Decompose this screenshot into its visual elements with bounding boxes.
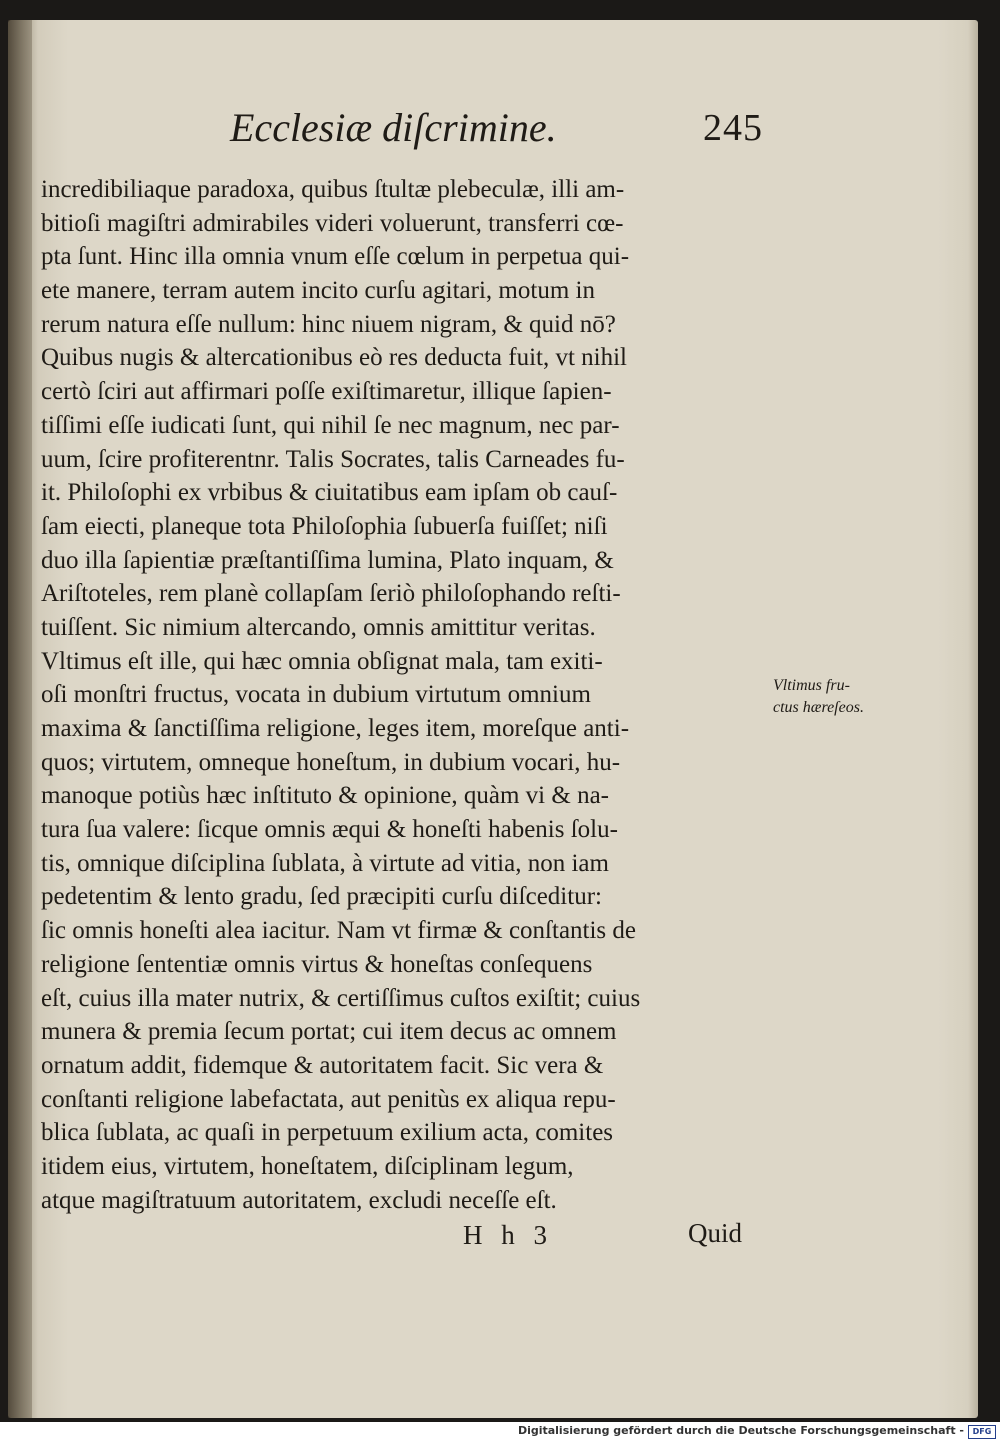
text-line: manoque potiùs hæc inſtituto & opinione, quàm vi & na-	[41, 782, 609, 810]
margin-note	[773, 675, 923, 719]
catchword: Quid	[688, 1218, 742, 1248]
text-line: Ariſtoteles, rem planè collapſam ſeriò philoſophando reſti-	[41, 580, 621, 608]
text-line: itidem eius, virtutem, honeſtatem, diſciplinam legum,	[41, 1152, 574, 1180]
text-line: tura ſua valere: ſicque omnis æqui & honeſti habenis ſolu-	[41, 816, 618, 844]
body-text	[41, 173, 766, 1217]
text-line: pedetentim & lento gradu, ſed præcipiti curſu diſceditur:	[41, 883, 602, 911]
text-line: Quibus nugis & altercationibus eò res deducta fuit, vt nihil	[41, 344, 627, 372]
text-line: religione ſententiæ omnis virtus & honeſtas conſequens	[41, 950, 593, 978]
text-line: maxima & ſanctiſſima religione, leges item, moreſque anti-	[41, 715, 630, 742]
footer-bar	[0, 1422, 1000, 1443]
margin-note-line: Vltimus fru-	[773, 677, 850, 694]
text-line: tis, omnique diſciplina ſublata, à virtute ad vitia, non iam	[41, 849, 609, 877]
page-gutter-shadow	[8, 20, 32, 1418]
text-line: conſtanti religione labefactata, aut penitùs ex aliqua repu-	[41, 1085, 616, 1113]
text-line: munera & premia ſecum portat; cui item decus ac omnem	[41, 1018, 617, 1046]
running-head: Ecclesiæ diſcrimine.	[230, 105, 557, 150]
text-line: rerum natura eſſe nullum: hinc niuem nigram, & quid nō?	[41, 310, 616, 338]
text-line: Vltimus eſt ille, qui hæc omnia obſignat mala, tam exiti-	[41, 647, 603, 675]
text-line: pta ſunt. Hinc illa omnia vnum eſſe cœlum in perpetua qui-	[41, 243, 630, 271]
text-line: ornatum addit, fidemque & autoritatem facit. Sic vera &	[41, 1051, 604, 1079]
text-line: ete manere, terram autem incito curſu agitari, motum in	[41, 277, 595, 305]
text-line: bitioſi magiſtri admirabiles videri voluerunt, transferri cœ-	[41, 209, 624, 237]
margin-note-line: ctus hæreſeos.	[773, 699, 864, 716]
text-line: atque magiſtratuum autoritatem, excludi neceſſe eſt.	[41, 1186, 557, 1214]
text-line: eſt, cuius illa mater nutrix, & certiſſimus cuſtos exiſtit; cuius	[41, 984, 641, 1012]
text-line: uum, ſcire profiterentnr. Talis Socrates, talis Carneades fu-	[41, 445, 625, 473]
text-line: duo illa ſapientiæ præſtantiſſima lumina, Plato inquam, &	[41, 546, 614, 574]
signature-mark: H h 3	[463, 1220, 553, 1250]
text-line: tuiſſent. Sic nimium altercando, omnis amittitur veritas.	[41, 613, 596, 641]
text-line: quos; virtutem, omneque honeſtum, in dubium vocari, hu-	[41, 748, 621, 776]
book-page	[8, 20, 978, 1418]
text-line: certò ſciri aut affirmari poſſe exiſtimaretur, illique ſapien-	[41, 378, 612, 406]
page-number: 245	[703, 107, 763, 149]
text-line: blica ſublata, ac quaſi in perpetuum exilium acta, comites	[41, 1119, 614, 1147]
funding-credit: Digitalisierung gefördert durch die Deutsche Forschungsgemeinschaft -	[517, 1424, 964, 1437]
page-header	[8, 104, 978, 174]
dfg-logo[interactable]: DFG	[968, 1425, 996, 1439]
text-line: incredibiliaque paradoxa, quibus ſtultæ plebeculæ, illi am-	[41, 176, 625, 203]
text-line: tiſſimi eſſe iudicati ſunt, qui nihil ſe nec magnum, nec par-	[41, 411, 620, 439]
text-line: it. Philoſophi ex vrbibus & ciuitatibus eam ipſam ob cauſ-	[41, 479, 618, 507]
text-line: ſam eiecti, planeque tota Philoſophia ſubuerſa fuiſſet; niſi	[41, 512, 608, 540]
text-line: oſi monſtri fructus, vocata in dubium virtutum omnium	[41, 681, 591, 709]
text-line: ſic omnis honeſti alea iacitur. Nam vt firmæ & conſtantis de	[41, 917, 637, 945]
